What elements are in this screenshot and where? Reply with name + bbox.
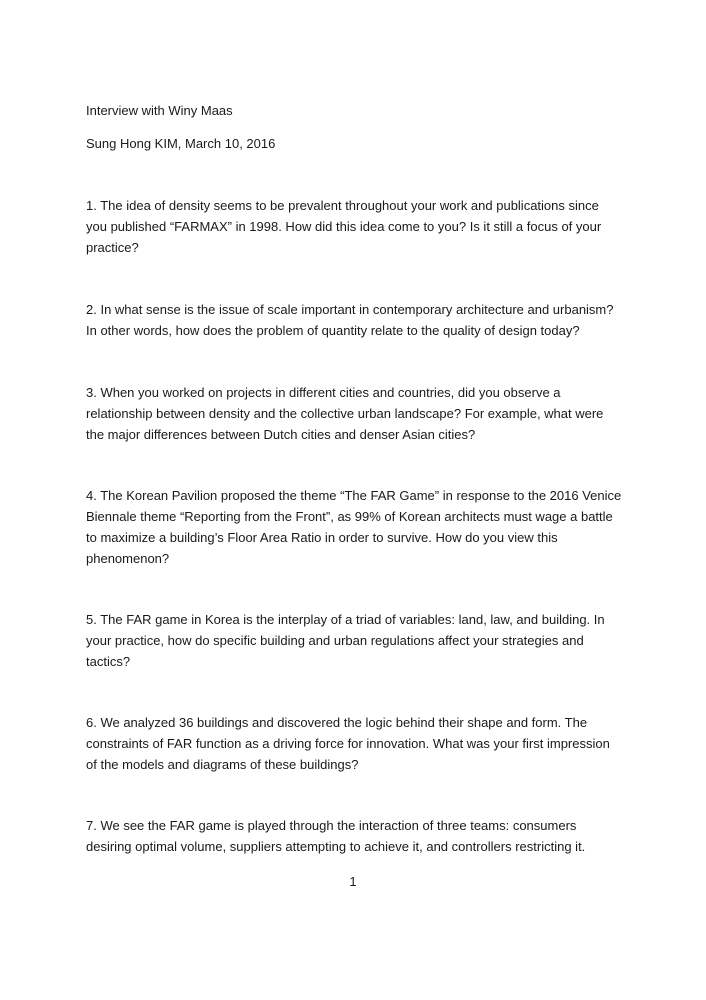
question-5-line-3: tactics? xyxy=(86,654,131,669)
question-1-line-1: 1. The idea of density seems to be prevalent throughout your work and publications since xyxy=(86,198,599,213)
document-title: Interview with Winy Maas xyxy=(86,103,233,118)
question-4-line-3: to maximize a building’s Floor Area Ratio in order to survive. How do you view this xyxy=(86,530,558,545)
question-5-line-2: your practice, how do specific building and urban regulations affect your strategies and xyxy=(86,633,584,648)
question-1-line-3: practice? xyxy=(86,240,139,255)
question-6-line-3: of the models and diagrams of these buildings? xyxy=(86,757,359,772)
question-3-line-3: the major differences between Dutch cities and denser Asian cities? xyxy=(86,427,476,442)
question-7-line-1: 7. We see the FAR game is played through the interaction of three teams: consumers xyxy=(86,818,577,833)
question-2-line-2: In other words, how does the problem of quantity relate to the quality of design today? xyxy=(86,323,580,338)
page-number: 1 xyxy=(349,874,357,889)
question-4-line-2: Biennale theme “Reporting from the Front”, as 99% of Korean architects must wage a battle xyxy=(86,509,613,524)
question-4-line-1: 4. The Korean Pavilion proposed the theme “The FAR Game” in response to the 2016 Venice xyxy=(86,488,622,503)
question-2-line-1: 2. In what sense is the issue of scale important in contemporary architecture and urbanism? xyxy=(86,302,614,317)
question-6-line-2: constraints of FAR function as a driving force for innovation. What was your first impression xyxy=(86,736,610,751)
question-6-line-1: 6. We analyzed 36 buildings and discovered the logic behind their shape and form. The xyxy=(86,715,588,730)
question-7-line-2: desiring optimal volume, suppliers attempting to achieve it, and controllers restricting it. xyxy=(86,839,586,854)
question-3-line-2: relationship between density and the collective urban landscape? For example, what were xyxy=(86,406,604,421)
question-1-line-2: you published “FARMAX” in 1998. How did this idea come to you? Is it still a focus of your xyxy=(86,219,602,234)
document-byline: Sung Hong KIM, March 10, 2016 xyxy=(86,136,276,151)
question-3-line-1: 3. When you worked on projects in different cities and countries, did you observe a xyxy=(86,385,561,400)
question-4-line-4: phenomenon? xyxy=(86,551,170,566)
question-5-line-1: 5. The FAR game in Korea is the interplay of a triad of variables: land, law, and building. In xyxy=(86,612,605,627)
